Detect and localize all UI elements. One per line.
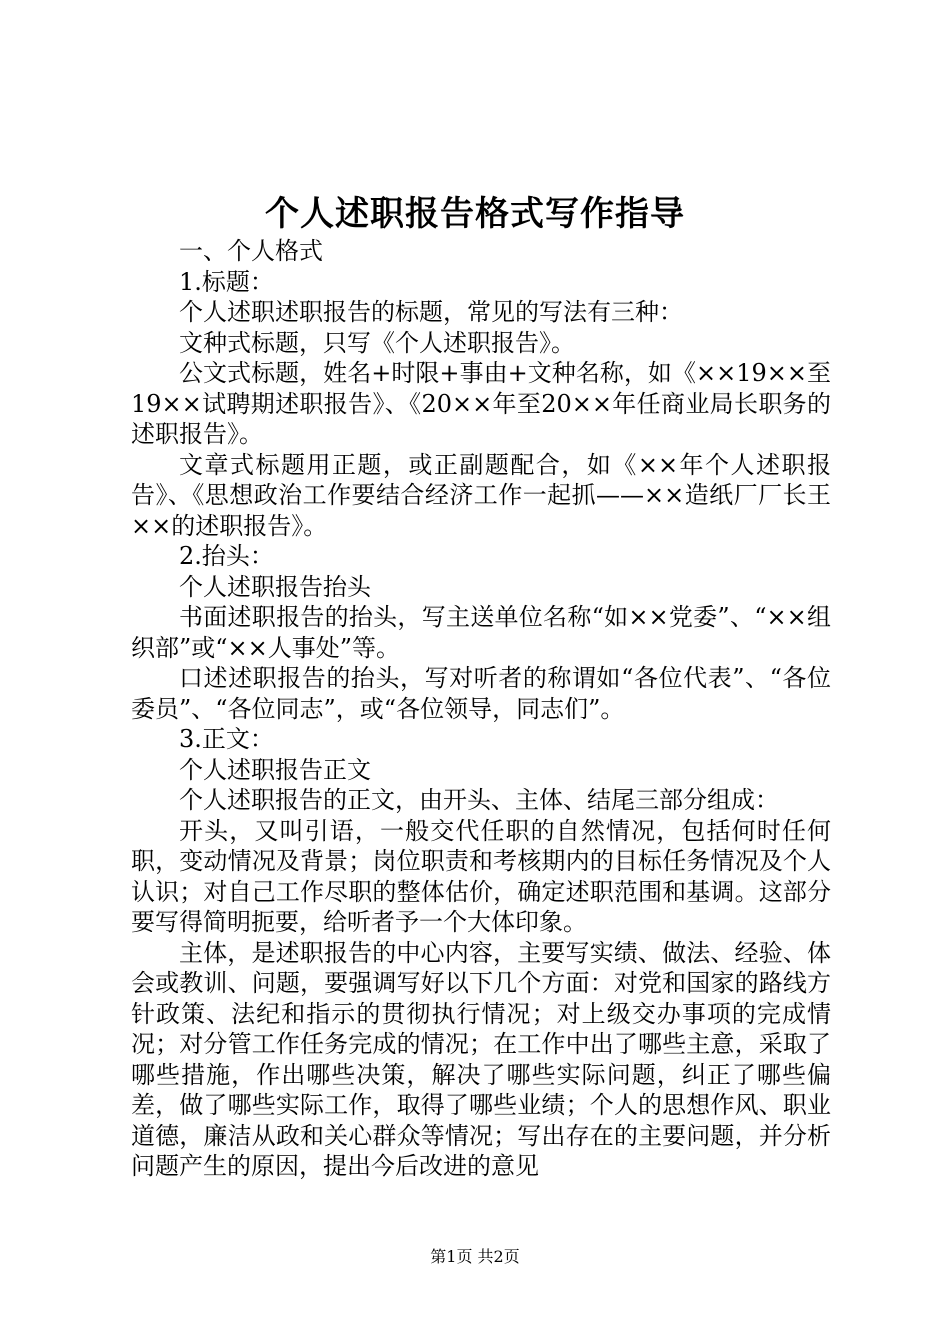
document-title: 个人述职报告格式写作指导: [265, 194, 685, 234]
page-number-footer: 第1页 共2页: [430, 1247, 520, 1266]
paragraph: 个人述职报告正文: [179, 755, 371, 784]
paragraph: 个人述职报告的正文，由开头、主体、结尾三部分组成：: [179, 786, 779, 814]
subsection-heading: 2.抬头：: [179, 542, 274, 570]
document-body: [131, 236, 831, 1182]
paragraph: 个人述职报告抬头: [179, 572, 371, 601]
subsection-heading: 3.正文：: [179, 725, 274, 753]
paragraph: 文种式标题，只写《个人述职报告》。: [179, 328, 575, 357]
subsection-heading: 1.标题：: [179, 267, 274, 296]
paragraph: 主体，是述职报告的中心内容，主要写实绩、做法、经验、体会或教训、问题，要强调写好以下几个方面：对党和国家的路线方针政策、法纪和指示的贯彻执行情况；对上级交办事项的完成情况；对分管工作任务完成的情况；在工作中出了哪些主意，采取了哪些措施，作出哪些决策，解决了哪些实际问题，纠正了哪些偏差，做了哪些实际工作，取得了哪些业绩；个人的思想作风、职业道德，廉洁从政和关心群众等情况；写出存在的主要问题，并分析问题产生的原因，提出今后改进的意见: [131, 938, 831, 1180]
paragraph: 书面述职报告的抬头，写主送单位名称“如××党委”、“××组织部”或“××人事处”等。: [131, 603, 831, 662]
paragraph: 个人述职述职报告的标题，常见的写法有三种：: [179, 298, 683, 326]
paragraph: 公文式标题，姓名+时限+事由+文种名称，如《××19××至19××试聘期述职报告》、《20××年至20××年任商业局长职务的述职报告》。: [131, 359, 831, 448]
paragraph: 文章式标题用正题，或正副题配合，如《××年个人述职报告》、《思想政治工作要结合经济工作一起抓——××造纸厂厂长王××的述职报告》。: [131, 450, 831, 540]
section-heading: 一、个人格式: [179, 237, 323, 265]
paragraph: 开头，又叫引语，一般交代任职的自然情况，包括何时任何职，变动情况及背景；岗位职责和考核期内的目标任务情况及个人认识；对自己工作尽职的整体估价，确定述职范围和基调。这部分要写得简明扼要，给听者予一个大体印象。: [131, 816, 831, 936]
paragraph: 口述述职报告的抬头，写对听者的称谓如“各位代表”、“各位委员”、“各位同志”，或“各位领导，同志们”。: [131, 664, 831, 723]
